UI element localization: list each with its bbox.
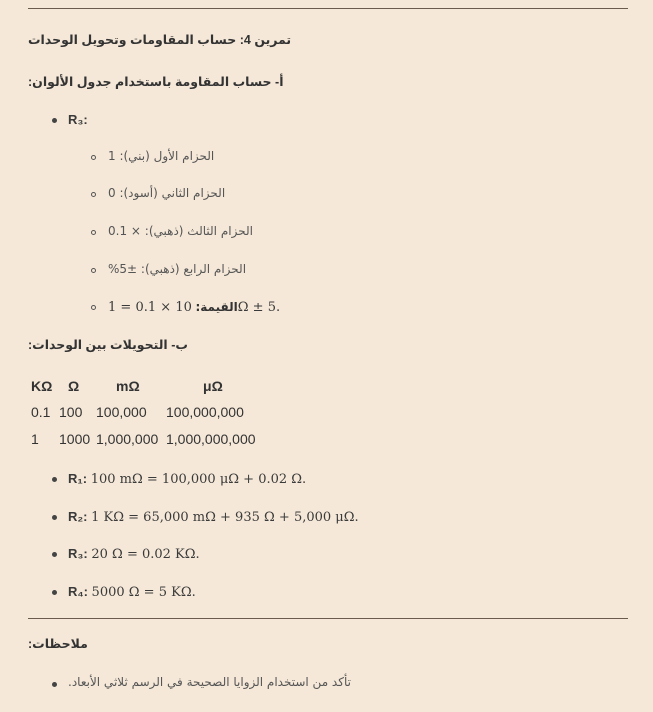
bullet-disc xyxy=(52,515,57,520)
conversion-label: R₄: xyxy=(68,584,88,599)
value-label: القيمة: xyxy=(195,300,238,314)
bullet-disc xyxy=(52,682,57,687)
bullet-disc xyxy=(52,477,57,482)
bullet-disc xyxy=(52,552,57,557)
sub-bullet xyxy=(91,192,96,197)
exercise-title: تمرين 4: حساب المقاومات وتحويل الوحدات xyxy=(28,33,292,47)
table-header-uohm: μΩ xyxy=(203,378,223,394)
bottom-divider xyxy=(28,618,628,619)
bullet-disc xyxy=(52,590,57,595)
table-header-mohm: mΩ xyxy=(116,378,140,394)
table-cell: 100,000,000 xyxy=(166,404,244,420)
conversion-r1 xyxy=(68,471,306,487)
table-cell: 1000 xyxy=(59,431,91,447)
sub-bullet xyxy=(91,268,96,273)
conversion-label: R₂: xyxy=(68,509,88,524)
r3-label: R₃: xyxy=(68,112,88,127)
band-4: الحزام الرابع (ذهبي): ±5% xyxy=(108,262,247,276)
table-cell: 1,000,000 xyxy=(96,431,159,447)
conversion-expression: 100 mΩ = 100,000 μΩ + 0.02 Ω. xyxy=(90,472,307,487)
conversion-r3 xyxy=(68,546,200,562)
table-cell: 0.1 xyxy=(31,404,51,420)
table-cell: 1,000,000,000 xyxy=(166,431,256,447)
sub-bullet xyxy=(91,155,96,160)
top-divider xyxy=(28,8,628,9)
conversion-r2 xyxy=(68,509,359,525)
note-item: تأكد من استخدام الزوايا الصحيحة في الرسم ثلاثي الأبعاد. xyxy=(68,675,351,689)
bullet-disc xyxy=(52,118,57,123)
conversion-label: R₁: xyxy=(68,471,88,486)
band-3: الحزام الثالث (ذهبي): × 0.1 xyxy=(108,224,253,238)
conversion-expression: 5000 Ω = 5 KΩ. xyxy=(91,585,196,600)
band-1: الحزام الأول (بني): 1 xyxy=(108,149,215,163)
conversion-r4 xyxy=(68,584,196,600)
band-2: الحزام الثاني (أسود): 0 xyxy=(108,186,226,200)
sub-bullet xyxy=(91,305,96,310)
value-expression: 10 × 0.1 = 1Ω ± 5. xyxy=(108,300,281,315)
sub-bullet xyxy=(91,230,96,235)
conversion-expression: 1 KΩ = 65,000 mΩ + 935 Ω + 5,000 μΩ. xyxy=(91,510,359,525)
notes-title: ملاحظات: xyxy=(28,637,88,651)
table-header-kohm: KΩ xyxy=(31,378,53,394)
table-header-ohm: Ω xyxy=(68,378,80,394)
table-cell: 100 xyxy=(59,404,83,420)
conversion-label: R₃: xyxy=(68,546,88,561)
table-cell: 1 xyxy=(31,431,39,447)
section-b-title: ب- التحويلات بين الوحدات: xyxy=(28,338,188,352)
conversion-expression: 20 Ω = 0.02 KΩ. xyxy=(91,547,200,562)
table-cell: 100,000 xyxy=(96,404,147,420)
section-a-title: أ- حساب المقاومة باستخدام جدول الألوان: xyxy=(28,75,284,89)
value-line xyxy=(108,299,280,315)
